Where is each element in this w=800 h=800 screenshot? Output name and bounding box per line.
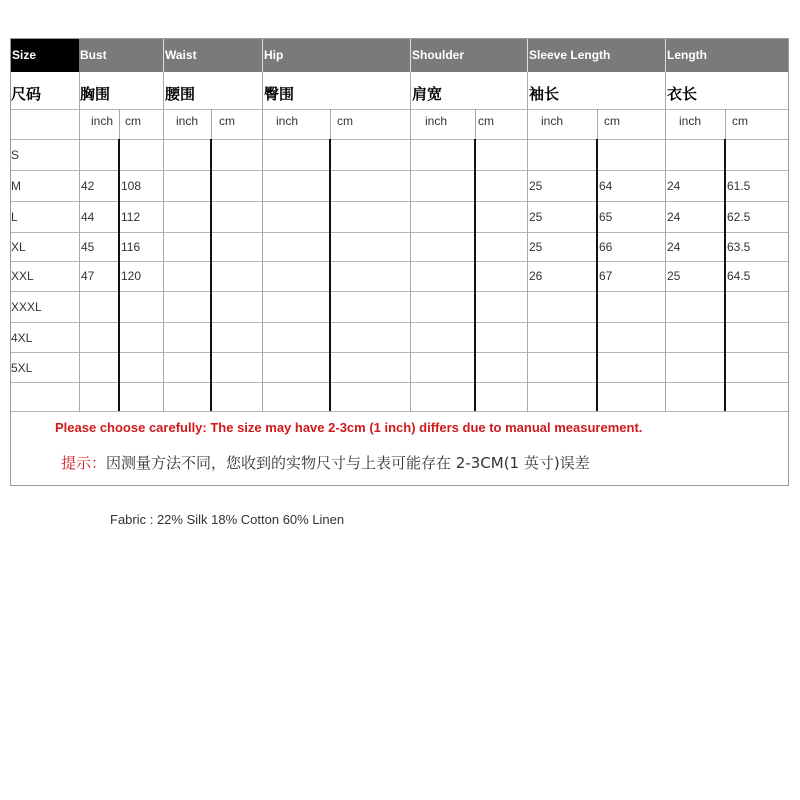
header-bust: Bust: [79, 39, 164, 72]
unit-hip-cm: cm: [337, 114, 353, 128]
sleeve-inch-value: 26: [529, 269, 543, 283]
header-divider: [527, 39, 528, 72]
row-divider: [11, 139, 788, 140]
unit-bust-inch: inch: [91, 114, 114, 128]
unit-length-cm: cm: [732, 114, 748, 128]
row-size-label: XXXL: [11, 300, 42, 314]
cn-bust: 胸围: [80, 85, 111, 103]
header-shoulder: Shoulder: [411, 39, 528, 72]
bust-inch-value: 47: [81, 269, 95, 283]
measurement-warning: Please choose carefully: The size may have 2-3cm (1 inch) differs due to manual measurement.: [55, 420, 643, 435]
col-line: [527, 72, 528, 412]
unit-waist-inch: inch: [176, 114, 199, 128]
header-sleeve-length: Sleeve Length: [528, 39, 666, 72]
row-divider: [11, 411, 788, 412]
unit-waist-cm: cm: [219, 114, 235, 128]
bust-cm-value: 112: [121, 210, 141, 224]
bust-inch-value: 45: [81, 240, 95, 254]
unit-shoulder-cm: cm: [478, 114, 494, 128]
length-inch-value: 24: [667, 179, 681, 193]
col-line: [118, 139, 120, 411]
measurement-warning-chinese: [61, 452, 590, 473]
sleeve-cm-value: 65: [599, 210, 613, 224]
col-line: [163, 72, 164, 412]
sleeve-cm-value: 66: [599, 240, 613, 254]
row-size-label: S: [11, 148, 20, 162]
header-divider: [410, 39, 411, 72]
col-line: [211, 109, 212, 139]
unit-length-inch: inch: [679, 114, 702, 128]
unit-shoulder-inch: inch: [425, 114, 448, 128]
length-cm-value: 63.5: [727, 240, 751, 254]
row-divider: [11, 109, 788, 110]
length-inch-value: 24: [667, 210, 681, 224]
length-inch-value: 25: [667, 269, 681, 283]
row-size-label: XXL: [11, 269, 34, 283]
row-divider: [11, 170, 788, 171]
col-line: [665, 72, 666, 412]
bust-cm-value: 116: [121, 240, 141, 254]
sleeve-inch-value: 25: [529, 179, 543, 193]
col-line: [119, 109, 120, 139]
notice-label: 提示：: [61, 454, 107, 472]
row-divider: [11, 352, 788, 353]
col-line: [410, 72, 411, 412]
col-line: [210, 139, 212, 411]
sleeve-inch-value: 25: [529, 240, 543, 254]
sleeve-inch-value: 25: [529, 210, 543, 224]
row-divider: [11, 261, 788, 262]
notice-text: 因测量方法不同，您收到的实物尺寸与上表可能存在 2-3CM(1 英寸)误差: [106, 454, 590, 472]
cn-length: 衣长: [667, 85, 698, 103]
size-chart-table: [10, 38, 789, 486]
sleeve-cm-value: 67: [599, 269, 613, 283]
unit-sleeve-cm: cm: [604, 114, 620, 128]
col-line: [474, 139, 476, 411]
row-size-label: M: [11, 179, 21, 193]
row-size-label: L: [11, 210, 18, 224]
length-cm-value: 62.5: [727, 210, 751, 224]
unit-hip-inch: inch: [276, 114, 299, 128]
length-cm-value: 64.5: [727, 269, 751, 283]
col-line: [725, 109, 726, 139]
col-line: [475, 109, 476, 139]
col-line: [329, 139, 331, 411]
row-divider: [11, 322, 788, 323]
row-divider: [11, 201, 788, 202]
bust-inch-value: 42: [81, 179, 95, 193]
cn-sleeve: 袖长: [529, 85, 560, 103]
col-line: [79, 72, 80, 412]
row-divider: [11, 291, 788, 292]
cn-size: 尺码: [11, 85, 42, 103]
col-line: [597, 109, 598, 139]
row-size-label: 4XL: [11, 331, 33, 345]
unit-bust-cm: cm: [125, 114, 141, 128]
row-divider: [11, 232, 788, 233]
length-cm-value: 61.5: [727, 179, 751, 193]
sleeve-cm-value: 64: [599, 179, 613, 193]
header-divider: [163, 39, 164, 72]
col-line: [596, 139, 598, 411]
row-size-label: XL: [11, 240, 26, 254]
col-line: [262, 72, 263, 412]
header-hip: Hip: [263, 39, 411, 72]
bust-inch-value: 44: [81, 210, 95, 224]
cn-waist: 腰围: [165, 85, 196, 103]
header-divider: [262, 39, 263, 72]
unit-sleeve-inch: inch: [541, 114, 564, 128]
bust-cm-value: 120: [121, 269, 142, 283]
row-divider: [11, 382, 788, 383]
cn-hip: 臀围: [264, 85, 295, 103]
cn-shoulder: 肩宽: [412, 85, 443, 103]
header-length: Length: [666, 39, 788, 72]
col-line: [330, 109, 331, 139]
length-inch-value: 24: [667, 240, 681, 254]
bust-cm-value: 108: [121, 179, 142, 193]
row-size-label: 5XL: [11, 361, 33, 375]
header-divider: [665, 39, 666, 72]
header-size: Size: [11, 39, 79, 72]
col-line: [724, 139, 726, 411]
fabric-composition: Fabric : 22% Silk 18% Cotton 60% Linen: [110, 512, 345, 527]
header-waist: Waist: [164, 39, 263, 72]
